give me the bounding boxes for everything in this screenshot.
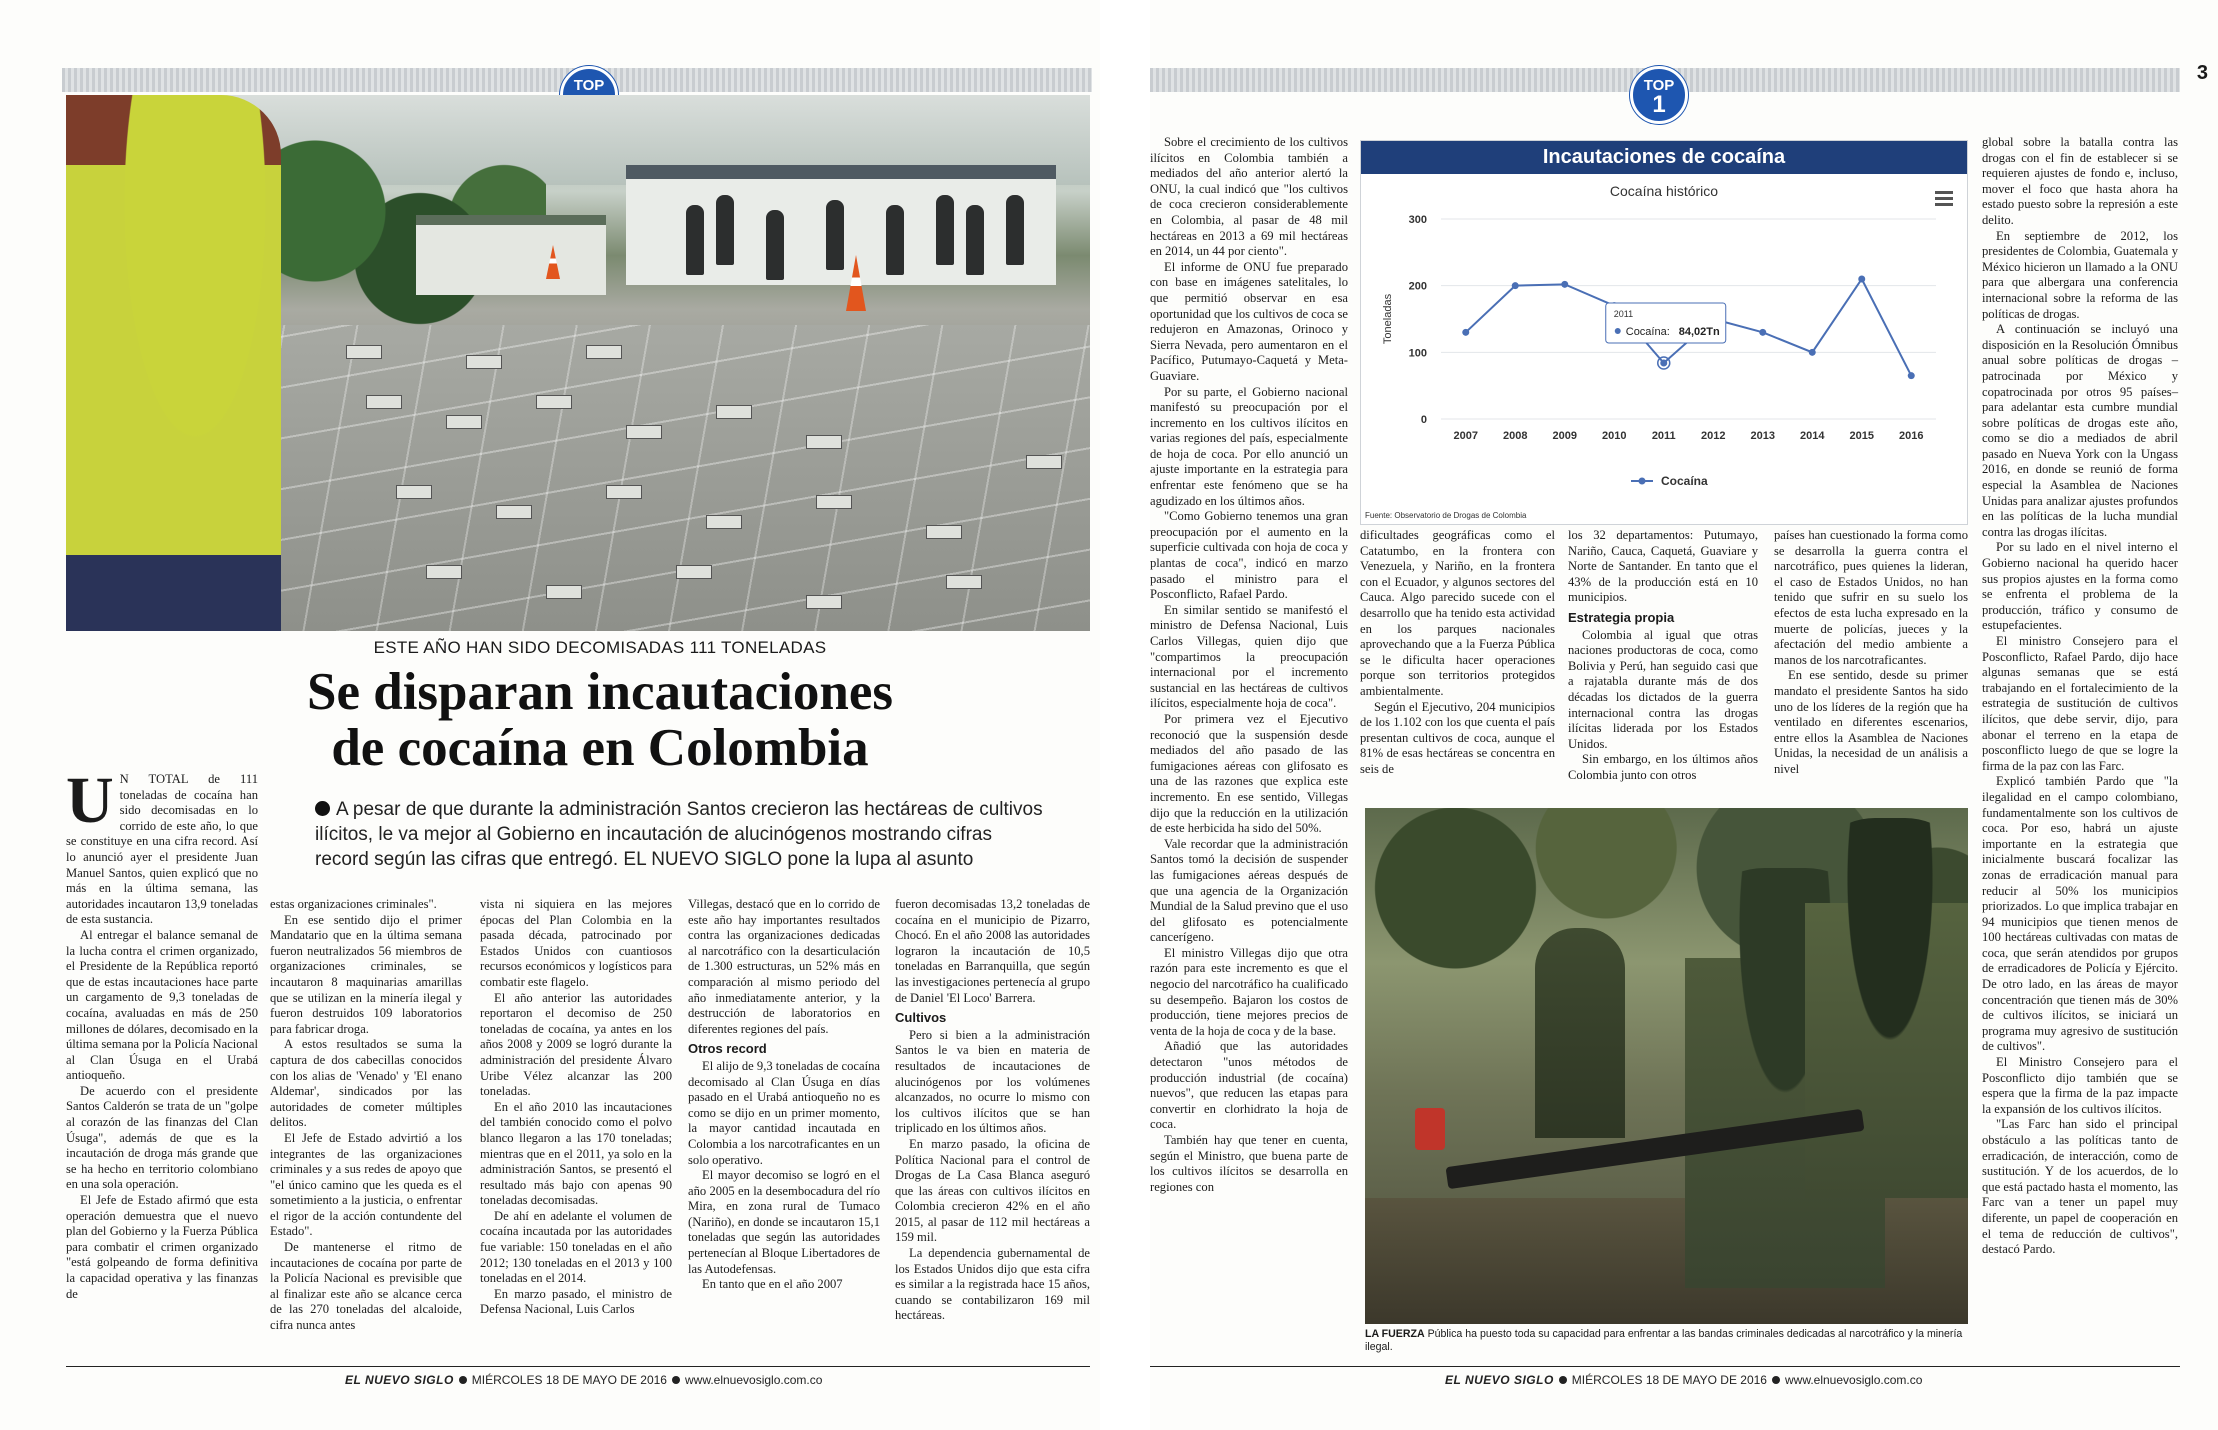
data-point — [1462, 329, 1469, 336]
article-col-5 — [1982, 135, 2178, 1258]
y-tick-label: 200 — [1408, 280, 1427, 293]
main-photo — [66, 95, 1090, 631]
paragraph: Por su lado en el nivel interno el Gobierno nacional ha querido hacer sus propios ajustes en la forma como se enfrenta el problema de la producción, tráfico y consumo de estupefacientes. — [1982, 540, 2178, 633]
bullet-icon — [315, 801, 330, 816]
paragraph: Según el Ejecutivo, 204 municipios de los 1.102 con los que cuenta el país presentan cultivos de coca, aunque el 81% de esas hectáreas se concentra en seis de — [1360, 699, 1555, 776]
photo-caption — [1365, 1328, 1968, 1354]
line-chart — [1361, 201, 1967, 506]
footer-date: MIÉRCOLES 18 DE MAYO DE 2016 — [1571, 1373, 1767, 1387]
top1-badge — [1630, 66, 1688, 124]
paragraph: "Como Gobierno tenemos una gran preocupación por el aumento en la superficie cultivada con hoja de coca y plantas de coca", indicó en marzo pasado el ministro para el Posconflicto, Rafael Pardo. — [1150, 509, 1348, 602]
paragraph: global sobre la batalla contra las drogas con el fin de establecer si se requieren ajustes de fondo e, incluso, mover el foco que hasta ahora ha estado puesto sobre la represión a este delito. — [1982, 135, 2178, 227]
paragraph: La dependencia gubernamental de los Estados Unidos dijo que esta cifra es similar a la registrada hace 15 años, cuando se contabilizaron 169 mil hectáreas. — [895, 1246, 1090, 1323]
paragraph: A continuación se incluyó una disposición en la Resolución Ómnibus anual sobre políticas de drogas –patrocinada por México y copatrocinada por otros 95 países– para adelantar esta cumbre mundial sobre políticas de drogas este año, como se dio a mediados de abril pasado en Nueva York con la Ungass 2016, en donde se reunió de forma especial la Asamblea de Naciones Unidas para analizar ajustes profundos en las políticas de la lucha mundial contra las drogas ilícitas. — [1982, 322, 2178, 539]
article-col-2 — [270, 897, 462, 1334]
article-col-2 — [1360, 528, 1555, 778]
footer-url: www.elnuevosiglo.com.co — [684, 1373, 823, 1387]
y-axis-label: Toneladas — [1382, 293, 1394, 345]
paragraph: El Jefe de Estado afirmó que esta operación demuestra que el nuevo plan del Gobierno y la Fuerza Pública para combatir el crimen organizado "está golpeando de forma definitiva la capacidad operativa y las finanzas de — [66, 1193, 258, 1301]
caption-lead: LA FUERZA — [1365, 1328, 1425, 1340]
paragraph: fueron decomisadas 13,2 toneladas de cocaína en el municipio de Pizarro, Chocó. En el año 2008 las autoridades lograron la incautación de 10,5 toneladas en Barranquilla, que según las investigaciones pertenecía al grupo de Daniel 'El Loco' Barrera. — [895, 897, 1090, 1005]
paragraph: Por su parte, el Gobierno nacional manifestó su preocupación por el incremento en los cultivos ilícitos en varias regiones del país, especialmente de hoja de coca. Por ello anunció un ajuste importante en la estrategia para enfrentar este fenómeno que se ha agudizado en los últimos años. — [1150, 384, 1348, 508]
right-page — [1150, 0, 2218, 1430]
x-tick-label: 2014 — [1800, 430, 1825, 442]
kicker: ESTE AÑO HAN SIDO DECOMISADAS 111 TONELADAS — [373, 638, 827, 657]
y-tick-label: 100 — [1408, 347, 1427, 360]
paragraph: En marzo pasado, la oficina de Política Nacional para el control de Drogas de La Casa Blanca aseguró que las áreas con cultivos ilícitos en Colombia crecieron 42% en el año 2015, al pasar de 112 mil hectáreas a 159 mil. — [895, 1136, 1090, 1245]
paragraph: El mayor decomiso se logró en el año 2005 en la desembocadura del río Mira, en zona rural de Tumaco (Nariño), en donde se incautaron 15,1 toneladas que según las autoridades pertenecían al Bloque Libertadores de las Autodefensas. — [688, 1168, 880, 1276]
footer-date: MIÉRCOLES 18 DE MAYO DE 2016 — [471, 1373, 667, 1387]
headline-line-1: Se disparan incautaciones — [306, 663, 894, 721]
x-tick-label: 2016 — [1899, 430, 1924, 442]
paragraph: De mantenerse el ritmo de incautaciones de cocaína por parte de la Policía Nacional es previsible que al finalizar este año se alcance cerca de las 270 toneladas del alcaloide, cifra nunca antes — [270, 1240, 462, 1333]
article-col-4 — [1774, 528, 1968, 778]
chart-source: Fuente: Observatorio de Drogas de Colombia — [1365, 511, 1527, 520]
footer-brand: EL NUEVO SIGLO — [345, 1373, 454, 1387]
caption-text: Pública ha puesto toda su capacidad para enfrentar a las bandas criminales dedicadas al narcotráfico y la minería ilegal. — [1365, 1328, 1963, 1353]
subheading: Otros record — [688, 1041, 767, 1057]
paragraph: En el año 2010 las incautaciones del también conocido como el polvo blanco llegaron a las 170 toneladas; mientras que en el 2011, ya solo en la administración Santos, se presentó el resultado más bajo con apenas 90 toneladas decomisadas. — [480, 1099, 672, 1208]
chart-banner-title: Incautaciones de cocaína — [1361, 141, 1967, 174]
tooltip-marker — [1615, 328, 1621, 334]
dek-text: A pesar de que durante la administración Santos crecieron las hectáreas de cultivos ilícitos, le va mejor al Gobierno en incautación de alucinógenos mostrando cifras record según las cifras que entregó. EL NUEVO SIGLO pone la lupa al asunto — [315, 799, 1043, 870]
data-point — [1908, 372, 1915, 379]
paragraph: También hay que tener en cuenta, según el Ministro, que buena parte de los cultivos ilícitos se desarrolla en regiones con — [1150, 1133, 1348, 1194]
paragraph: Pero si bien a la administración Santos le va bien en materia de resultados de incautaciones de alucinógenos por los volúmenes alcanzados, no ocurre lo mismo con los cultivos ilícitos que se han triplicado en los últimos años. — [895, 1027, 1090, 1136]
paragraph: dificultades geográficas como el Catatumbo, en la frontera con Venezuela, y Nariño, en la frontera con el Ecuador, y algunos sectores del Cauca. Algo parecido sucede con el desarrollo que ha tenido esta actividad en los parques nacionales aprovechando que a la Fuerza Pública se le dificulta hacer operaciones porque son territorios protegidos ambientalmente. — [1360, 528, 1555, 698]
paragraph: En tanto que en el año 2007 — [702, 1277, 843, 1292]
x-tick-label: 2008 — [1503, 430, 1528, 442]
bullet-icon — [672, 1376, 680, 1384]
article-col-1 — [66, 764, 258, 1302]
x-tick-label: 2011 — [1651, 430, 1676, 442]
paragraph: estas organizaciones criminales". — [270, 897, 437, 911]
x-tick-label: 2007 — [1453, 430, 1478, 442]
page-footer — [345, 1373, 822, 1387]
paragraph: los 32 departamentos: Putumayo, Nariño, Cauca, Caquetá, Guaviare y Norte de Santander. En tanto que el 43% de la producción está en 10 municipios. — [1568, 528, 1758, 605]
page-gutter — [1100, 0, 1150, 1430]
tooltip-value: 84,02Tn — [1678, 325, 1720, 338]
paragraph: N TOTAL de 111 toneladas de cocaína han sido decomisadas en lo corrido de este año, lo que se constituye en una cifra record. Así lo anunció ayer el presidente Juan Manuel Santos, quien explicó que no más en la última semana, las autoridades incautaron 13,9 toneladas de esta sustancia. — [66, 772, 258, 927]
legend-marker — [1639, 478, 1646, 485]
paragraph: Colombia al igual que otras naciones productoras de coca, como Bolivia y Perú, han seguido casi que a rajatabla durante más de dos décadas los dictados de la guerra internacional contra las drogas ilícitas liderada por los Estados Unidos. — [1568, 627, 1758, 751]
drop-cap: U — [66, 764, 114, 837]
chart-title: Cocaína histórico — [1609, 183, 1719, 199]
chart-container — [1360, 140, 1968, 525]
paragraph: El informe de ONU fue preparado con base en imágenes satelitales, lo que permitió observar en esa oportunidad que los cultivos de coca se redujeron en Amazonas, Orinoco y Sierra Nevada, pero aumentaron en el Pacífico, Putumayo-Caquetá y Meta-Guaviare. — [1150, 259, 1348, 383]
paragraph: A estos resultados se suma la captura de dos cabecillas conocidos con los alias de 'Venado' y 'El enano Aldemar', sindicados por las autoridades de cometer múltiples delitos. — [270, 1037, 462, 1130]
badge-label: TOP — [573, 77, 605, 94]
paragraph: En ese sentido dijo el primer Mandatario que en la última semana fueron neutralizados 56 miembros de organizaciones criminales, se incautaron 8 maquinarias amarillas que se utilizan en la minería ilegal y fueron destruidos 109 laboratorios para fabricar droga. — [270, 912, 462, 1036]
badge-label: TOP — [1643, 77, 1675, 94]
footer-rule — [66, 1366, 1090, 1367]
data-point — [1809, 349, 1816, 356]
paragraph: El ministro Villegas dijo que otra razón para este incremento es que el negocio del narcotráfico ha cualificado su desempeño. Bajaron los costos de producción, tiene mejores precios de venta de la hoja de coca y de la base. — [1150, 945, 1348, 1038]
paragraph: Villegas, destacó que en lo corrido de este año hay importantes resultados contra las organizaciones dedicadas al narcotráfico con la desarticulación de 1.300 estructuras, un 52% más en comparación al mismo periodo del año inmediatamente anterior, y la destrucción de laboratorios en diferentes regiones del país. — [688, 897, 880, 1036]
paragraph: En similar sentido se manifestó el ministro de Defensa Nacional, Luis Carlos Villegas, quien dijo que "compartimos la preocupación internacional por el incremento sustancial en las hectáreas de cultivos ilícitos, especialmente hoja de coca". — [1150, 602, 1348, 711]
paragraph: vista ni siquiera en las mejores épocas del Plan Colombia en la pasada década, patrocinado por Estados Unidos con cuantiosos recursos económicos y logísticos para combatir este flagelo. — [480, 897, 672, 989]
data-point — [1660, 359, 1667, 366]
data-point — [1858, 276, 1865, 283]
y-tick-label: 0 — [1420, 414, 1427, 426]
x-tick-label: 2015 — [1849, 430, 1874, 442]
tooltip-year: 2011 — [1613, 308, 1634, 319]
x-tick-label: 2013 — [1750, 430, 1775, 442]
tooltip-label: Cocaína: — [1625, 325, 1670, 338]
y-tick-label: 300 — [1408, 214, 1427, 226]
left-page — [0, 0, 1100, 1430]
article-col-5 — [895, 897, 1090, 1324]
paragraph: El ministro Consejero para el Posconflicto, Rafael Pardo, dijo hace algunas semanas que se está trabajando en el fortalecimiento de la estrategia de sustitución de cultivos ilícitos, que debe servir, dijo, para abonar el terreno en la etapa de posconflicto luego de que se logre la firma de la paz con las Farc. — [1982, 634, 2178, 773]
paragraph: El año anterior las autoridades reportaron el decomiso de 250 toneladas de cocaína, ya antes en los años 2008 y 2009 se logró durante la administración del presidente Álvaro Uribe Vélez alcanzar las 200 toneladas. — [480, 990, 672, 1099]
paragraph: De ahí en adelante el volumen de cocaína incautada por las autoridades fue variable: 150 toneladas en el año 2012; 130 toneladas en el 2013 y 100 toneladas en el 2014. — [480, 1208, 672, 1286]
paragraph: Sin embargo, en los últimos años Colombia junto con otros — [1568, 752, 1758, 782]
data-point — [1561, 281, 1568, 288]
page-number: 3 — [2196, 62, 2208, 84]
data-point — [1512, 282, 1519, 289]
article-col-3 — [480, 897, 672, 1318]
headline-line-2: de cocaína en Colombia — [331, 719, 869, 777]
footer-brand: EL NUEVO SIGLO — [1445, 1373, 1554, 1387]
subheading: Estrategia propia — [1568, 609, 1675, 625]
paragraph: En marzo pasado, el ministro de Defensa Nacional, Luis Carlos — [480, 1286, 672, 1317]
legend-label: Cocaína — [1661, 474, 1708, 488]
x-tick-label: 2009 — [1552, 430, 1577, 442]
paragraph: De acuerdo con el presidente Santos Calderón se trata de un "golpe al corazón de las finanzas del Clan Úsuga", además de que es la incautación de droga más grande que se ha hecho en territorio colombiano en una sola operación. — [66, 1083, 258, 1192]
paragraph: Por primera vez el Ejecutivo reconoció que la suspensión desde mediados del año pasado de las fumigaciones aéreas con glifosato es una de las razones que explica este incremento. En ese sentido, Villegas dijo que la reducción en la utilización de este herbicida ha sido del 50%. — [1150, 711, 1348, 836]
paragraph: Vale recordar que la administración Santos tomó la decisión de suspender las fumigaciones aéreas después de que una agencia de la Organización Mundial de la Salud previno que el uso del glifosato es potencialmente cancerígeno. — [1150, 836, 1348, 945]
footer-url: www.elnuevosiglo.com.co — [1784, 1373, 1923, 1387]
soldiers-photo — [1365, 808, 1968, 1324]
paragraph: Al entregar el balance semanal de la lucha contra el crimen organizado, el Presidente de la República reportó que de estas incautaciones hace parte un cargamento de 9,3 toneladas de cocaína, avaluadas en más de 250 millones de dólares, decomisado en la última semana por la Policía Nacional al Clan Úsuga en el Urabá antioqueño. — [66, 927, 258, 1083]
subheading: Cultivos — [895, 1010, 947, 1026]
x-tick-label: 2010 — [1602, 430, 1627, 442]
dek — [315, 797, 1045, 872]
paragraph: El Ministro Consejero para el Posconflicto dijo también que se espera que la firma de la paz impacte la expansión de los cultivos ilícitos. — [1982, 1055, 2178, 1116]
badge-number: 1 — [1652, 91, 1666, 118]
paragraph: Sobre el crecimiento de los cultivos ilícitos en Colombia también a mediados del año anterior alertó la ONU, la cual indicó que "los cultivos de coca crecieron considerablemente en Colombia, al pasar de 48 mil hectáreas en 2013 a 69 mil hectáreas en 2014, un 44 por ciento". — [1150, 135, 1348, 259]
article-col-3 — [1568, 528, 1758, 784]
paragraph: En septiembre de 2012, los presidentes de Colombia, Guatemala y México hicieron un llamado a la ONU para que albergara una conferencia internacional sobre la reforma de las políticas de drogas. — [1982, 228, 2178, 321]
footer-rule — [1150, 1366, 2180, 1367]
paragraph: Añadió que las autoridades detectaron "unos métodos de producción industrial (de cocaína) nuevos", que reducen las etapas para convertir en clorhidrato la hoja de coca. — [1150, 1039, 1348, 1132]
page-footer — [1445, 1373, 1922, 1387]
paragraph: El Jefe de Estado advirtió a los integrantes de las organizaciones criminales y a sus redes de apoyo que "el único camino que les queda es el sometimiento a la justicia, o enfrentar el rigor de la acción contundente del Estado". — [270, 1130, 462, 1239]
article-col-4 — [688, 897, 880, 1293]
article-col-1 — [1150, 135, 1348, 1195]
bullet-icon — [1772, 1376, 1780, 1384]
data-point — [1759, 329, 1766, 336]
paragraph: En ese sentido, desde su primer mandato el presidente Santos ha sido uno de los líderes de la región que ha ventilado en diferentes escenarios, entre ellos la Asamblea de Naciones Unidas, la necesidad de un análisis a nivel — [1774, 668, 1968, 776]
bullet-icon — [459, 1376, 467, 1384]
headline — [270, 664, 930, 776]
paragraph: Explicó también Pardo que "la ilegalidad en el campo colombiano, fundamentalmente son los cultivos de coca. Por eso, habrá un ajuste importante en la estrategia que inicialmente buscará focalizar las zonas de erradicación manual para reducir al 50% los municipios priorizados. Lo que implica trabajar en 94 municipios que tienen menos de 100 hectáreas cultivadas con matas de coca, que serán atendidos por grupos de erradicadores de Policía y Ejército. De otro lado, en las áreas de mayor concentración que tienen más de 30% de cultivos ilícitos, se iniciará un programa muy agresivo de sustitución de cultivos". — [1982, 774, 2178, 1054]
x-tick-label: 2012 — [1701, 430, 1726, 442]
paragraph: El alijo de 9,3 toneladas de cocaína decomisado al Clan Úsuga en días pasado en el Urabá antioqueño no es como se dijo en un primer momento, la mayor cantidad incautada en Colombia a los narcotraficantes en un solo operativo. — [688, 1058, 880, 1167]
paragraph: países han cuestionado la forma como se desarrolla la guerra contra el narcotráfico, pues quienes la lideran, el caso de Estados Unidos, no han tenido que sufrir en su suelo los efectos de esta lucha expresado en la muerte de policías, jueces y la afectación del medio ambiente a manos de los narcotraficantes. — [1774, 528, 1968, 667]
paragraph: "Las Farc han sido el principal obstáculo a las políticas tanto de erradicación, de interacción, como de sustitución. Y de los acuerdos, de lo que está pactado hasta el momento, las Farc van a tener un papel muy diferente, un papel de cooperación en el tema de reducción de cultivos", destacó Pardo. — [1982, 1117, 2178, 1257]
bullet-icon — [1559, 1376, 1567, 1384]
